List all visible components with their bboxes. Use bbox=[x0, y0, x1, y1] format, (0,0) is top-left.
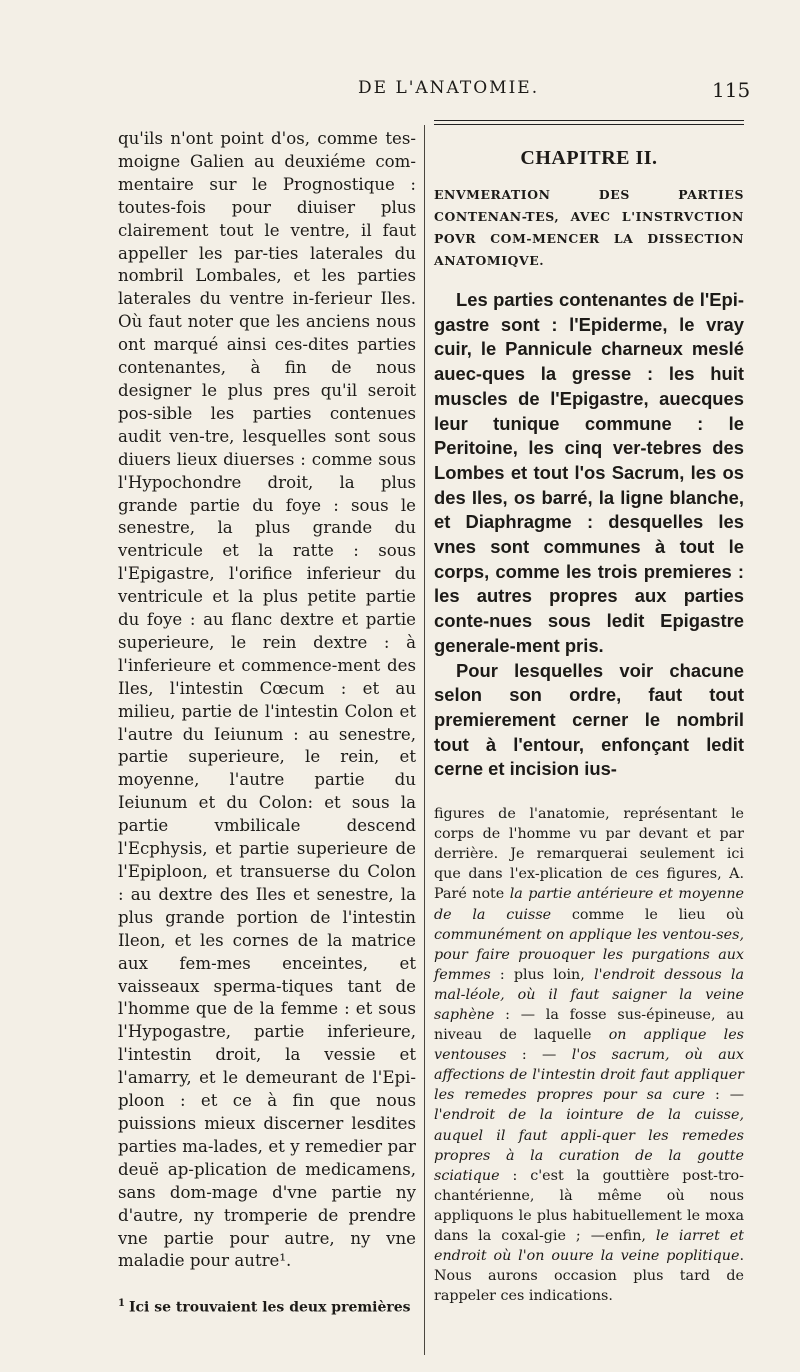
running-head-title: DE L'ANATOMIE. bbox=[358, 78, 540, 98]
left-column-text: qu'ils n'ont point d'os, comme tes-moigne Galien au deuxiéme com-mentaire sur le Prognostique : toutes-fois pour diuiser plus clairement tout le ventre, il faut appeller les par-ties laterales du nombril Lombales, et les parties laterales du ventre in-ferieur Iles. Où faut noter que les anciens nous ont marqué ainsi ces-dites parties contenantes, à fin de nous designer le plus pres qu'il seroit pos-sible les parties contenues audit ven-tre, lesquelles sont sous diuers lieux diuerses : comme sous l'Hypochondre droit, la plus grande partie du foye : sous le senestre, la plus grande du ventricule et la ratte : sous l'Epigastre, l'orifice inferieur du ventricule et la plus petite partie du foye : au flanc dextre et partie superieure, le rein dextre : à l'inferieure et commence-ment des Iles, l'intestin Cœcum : et au milieu, partie de l'intestin Colon et l'autre du Ieiunum : au senestre, partie superieure, le rein, et moyenne, l'autre partie du Ieiunum et du Colon: et sous la partie vmbilicale descend l'Ecphysis, et partie superieure de l'Epiploon, et transuerse du Colon : au dextre des Iles et senestre, la plus grande portion de l'intestin Ileon, et les cornes de la matrice aux fem-mes enceintes, et vaisseaux sperma-tiques tant de l'homme que de la femme : et sous l'Hypogastre, partie inferieure, l'intestin droit, la vessie et l'amarry, et le demeurant de l'Epi-ploon : et ce à fin que nous puissions mieux discerner lesdites parties ma-lades, et y remedier par deuë ap-plication de medicamens, sans dom-mage d'vne partie ny d'autre, ny tromperie de prendre vne partie pour autre, ny vne maladie pour autre¹. bbox=[118, 129, 416, 1271]
note-segment: : — bbox=[506, 1047, 572, 1064]
note-segment: : — bbox=[704, 1087, 745, 1104]
note-segment: l'endroit de la iointure de la cuisse, auquel il faut appli-quer les remedes propres à la curation de la goutte sciatique bbox=[434, 1107, 744, 1184]
note-segment: on applique les ventouses bbox=[434, 1027, 744, 1064]
note-segment: : c'est la gouttière post-tro-chantérienne, là même où nous appliquons le plus habituellement le moxa dans la coxal-gie ; —enfin, bbox=[434, 1167, 744, 1245]
footnote-continuation bbox=[434, 804, 744, 1306]
running-head bbox=[0, 78, 800, 108]
column-divider bbox=[424, 125, 425, 1355]
left-column bbox=[118, 128, 416, 1317]
note-segment: l'os sacrum, où aux affections de l'intestin droit faut appliquer les remedes propres pour sa cure bbox=[434, 1047, 744, 1104]
note-segment: comme le lieu où bbox=[551, 906, 744, 923]
note-segment: communément on applique les ventou-ses, pour faire prouoquer les purgations aux femmes bbox=[434, 926, 744, 983]
note-segment: l'endroit dessous la mal-léole, où il faut saigner la veine saphène bbox=[434, 966, 744, 1023]
chapter-title: CHAPITRE II. bbox=[520, 147, 658, 169]
paragraph-2: Pour lesquelles voir chacune selon son ordre, faut tout premierement cerner le nombril tout à l'entour, enfonçant ledit cerne et incision ius- bbox=[434, 659, 744, 780]
footnote-text: Ici se trouvaient les deux premières bbox=[128, 1299, 411, 1316]
note-segment: le iarret et endroit où l'on ouure la veine poplitique bbox=[434, 1228, 744, 1265]
note-segment: : plus loin, bbox=[490, 966, 594, 983]
page-number: 115 bbox=[712, 78, 751, 102]
chapter-rule bbox=[434, 120, 744, 125]
footnote-mark: 1 bbox=[118, 1298, 125, 1310]
footnote bbox=[118, 1295, 416, 1317]
note-segment: . Nous aurons occasion plus tard de rappeler ces indications. bbox=[434, 1248, 744, 1305]
note-segment: la partie antérieure et moyenne de la cuisse bbox=[434, 886, 744, 923]
note-segment: : — la fosse sus-épineuse, au niveau de laquelle bbox=[434, 1007, 744, 1044]
chapter-subtitle: ENVMERATION DES PARTIES CONTENAN-TES, AVEC L'INSTRVCTION POVR COM-MENCER LA DISSECTION ANATOMIQVE. bbox=[434, 187, 744, 268]
note-segment: figures de l'anatomie, représentant le corps de l'homme vu par devant et par derrière. Je remarquerai seulement ici que dans l'ex-plication de ces figures, A. Paré note bbox=[434, 806, 744, 903]
paragraph-1: Les parties contenantes de l'Epi-gastre sont : l'Epiderme, le vray cuir, le Pannicule charneux meslé auec-ques la gresse : les huit muscles de l'Epigastre, auecques leur tunique commune : le Peritoine, les cinq ver-tebres des Lombes et tout l'os Sacrum, les os des Iles, os barré, la ligne blanche, et Diaphragme : desquelles les vnes sont communes à tout le corps, comme les trois premieres : les autres propres aux parties conte-nues sous ledit Epigastre generale-ment pris. bbox=[434, 289, 744, 656]
right-column bbox=[434, 120, 744, 1306]
